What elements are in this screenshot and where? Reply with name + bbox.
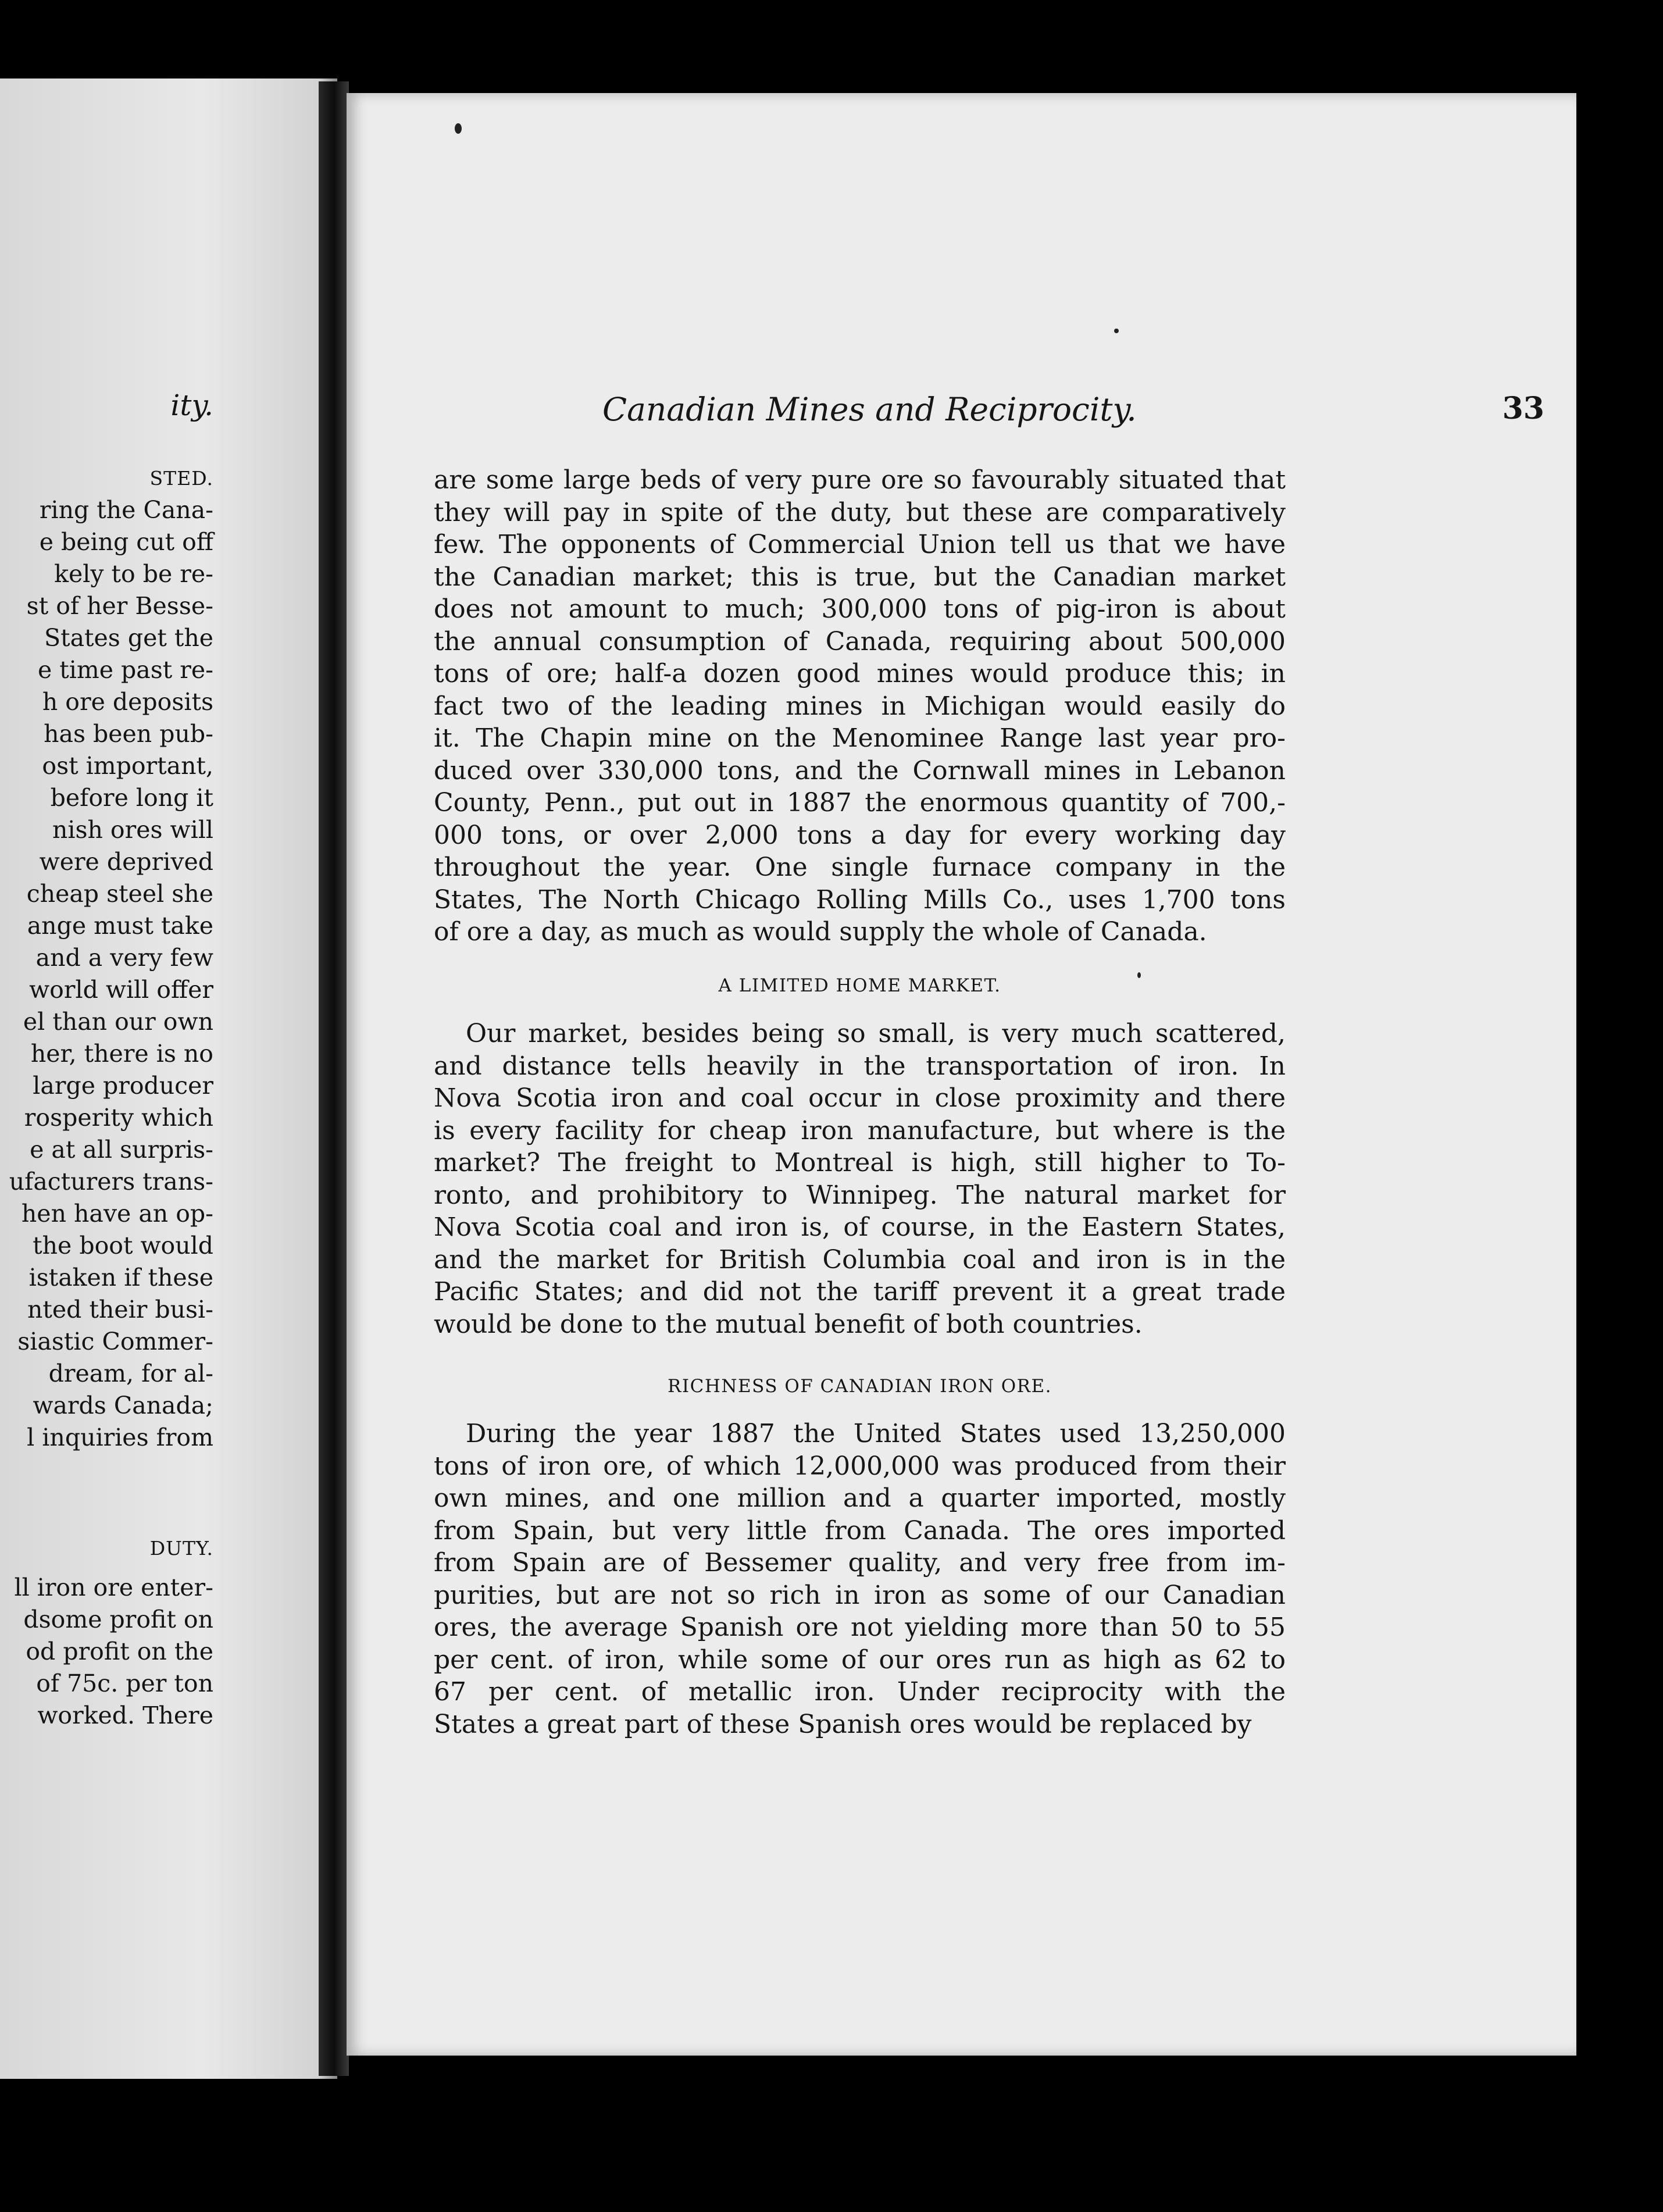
running-title: Canadian Mines and Reciprocity. [602,391,1137,428]
left-page-line: the boot would [33,1232,213,1260]
left-page-line: were deprived [39,848,213,876]
text-line: ronto, and prohibitory to Winnipeg. The natural market for [434,1180,1286,1210]
left-page [0,79,337,2079]
left-page-heading: STED. [149,467,213,490]
left-page-line: cheap steel she [26,880,213,908]
left-page-line: rosperity which [24,1104,213,1132]
text-line: it. The Chapin mine on the Menominee Range last year pro- [434,723,1286,753]
left-page-line: hen have an op- [21,1200,213,1228]
left-page-line: dsome profit on [23,1606,213,1633]
left-page-line: st of her Besse- [26,592,213,620]
left-page-line: wards Canada; [33,1392,213,1419]
text-line: from Spain are of Bessemer quality, and very free from im- [434,1548,1286,1578]
left-page-line: od profit on the [26,1637,213,1665]
left-page-line: el than our own [23,1008,213,1036]
left-page-line: States get the [44,624,213,652]
text-line: does not amount to much; 300,000 tons of pig-iron is about [434,594,1286,624]
text-line: fact two of the leading mines in Michigan would easily do [434,691,1286,721]
left-page-line: kely to be re- [54,560,213,588]
text-line: the annual consumption of Canada, requiring about 500,000 [434,626,1286,657]
paragraph-3 [434,1418,1286,1740]
text-line: is every facility for cheap iron manufacture, but where is the [434,1115,1286,1146]
book-gutter [319,81,349,2076]
left-page-line: h ore deposits [42,688,213,716]
left-page-line: e time past re- [37,656,213,684]
page-number: 33 [1502,391,1544,426]
text-line: per cent. of iron, while some of our ores run as high as 62 to [434,1644,1286,1675]
text-line: from Spain, but very little from Canada. The ores imported [434,1515,1286,1546]
text-line: the Canadian market; this is true, but the Canadian market [434,562,1286,592]
paragraph-2 [434,1018,1286,1340]
left-page-line: and a very few [35,944,213,972]
left-page-line: istaken if these [28,1264,213,1291]
left-page-line: world will offer [29,976,213,1004]
scan-speck [1114,329,1119,333]
text-line: and distance tells heavily in the transportation of iron. In [434,1051,1286,1081]
running-head [602,391,1544,437]
left-page-line: l inquiries from [27,1423,213,1451]
left-page-line: before long it [50,784,213,812]
text-line: own mines, and one million and a quarter imported, mostly [434,1483,1286,1513]
text-line: States, The North Chicago Rolling Mills Co., uses 1,700 tons [434,884,1286,915]
left-page-line: ufacturers trans- [9,1168,213,1196]
text-line: ores, the average Spanish ore not yielding more than 50 to 55 [434,1612,1286,1642]
left-page-line: ange must take [27,912,213,940]
scan-speck [1137,972,1141,978]
text-line: 000 tons, or over 2,000 tons a day for every working day [434,820,1286,850]
text-line: and the market for British Columbia coal and iron is in the [434,1244,1286,1275]
left-page-line: has been pub- [44,720,213,748]
text-line: of ore a day, as much as would supply the whole of Canada. [434,917,1207,947]
left-page-line: e being cut off [39,528,213,556]
left-page-line: large producer [33,1072,213,1100]
left-page-heading: DUTY. [149,1537,213,1560]
text-line: Nova Scotia iron and coal occur in close proximity and there [434,1083,1286,1113]
text-line: tons of ore; half-a dozen good mines would produce this; in [434,659,1286,688]
left-page-line: nted their busi- [27,1296,213,1323]
text-line: Nova Scotia coal and iron is, of course, in the Eastern States, [434,1212,1286,1242]
left-page-line: her, there is no [30,1040,213,1068]
text-line: During the year 1887 the United States used 13,250,000 [466,1419,1286,1448]
text-line: are some large beds of very pure ore so favourably situated that [434,465,1286,495]
text-line: throughout the year. One single furnace company in the [434,852,1286,882]
text-line: tons of iron ore, of which 12,000,000 was produced from their [434,1451,1286,1481]
heading-limited-home-market: A LIMITED HOME MARKET. [718,975,1001,996]
text-line: Pacific States; and did not the tariff prevent it a great trade [434,1277,1286,1307]
left-page-line: ll iron ore enter- [14,1574,213,1601]
text-line: would be done to the mutual benefit of both countries. [434,1309,1143,1339]
heading-richness-of-canadian-iron-ore: RICHNESS OF CANADIAN IRON ORE. [668,1376,1052,1397]
left-page-line: of 75c. per ton [36,1669,213,1697]
text-line: purities, but are not so rich in iron as some of our Canadian [434,1580,1286,1610]
text-line: Our market, besides being so small, is very much scattered, [466,1019,1286,1048]
text-line: market? The freight to Montreal is high, still higher to To- [434,1148,1286,1178]
left-page-line: dream, for al- [48,1360,213,1387]
left-page-line: siastic Commer- [17,1328,213,1355]
right-page [347,93,1576,2056]
left-page-line: e at all surpris- [30,1136,213,1164]
paragraph-1 [434,464,1286,948]
text-line: they will pay in spite of the duty, but these are comparatively [434,497,1286,527]
left-page-line: worked. There [37,1701,213,1729]
left-page-line: ring the Cana- [39,496,213,524]
text-line: County, Penn., put out in 1887 the enormous quantity of 700,- [434,788,1286,818]
left-page-running-title: ity. [170,388,213,422]
text-line: States a great part of these Spanish ores would be replaced by [434,1709,1252,1739]
left-page-line: ost important, [42,752,213,780]
scan-speck [455,123,462,134]
left-page-line: nish ores will [52,816,213,844]
text-line: duced over 330,000 tons, and the Cornwall mines in Lebanon [434,755,1286,786]
text-line: 67 per cent. of metallic iron. Under reciprocity with the [434,1677,1286,1707]
text-line: few. The opponents of Commercial Union tell us that we have [434,530,1286,559]
